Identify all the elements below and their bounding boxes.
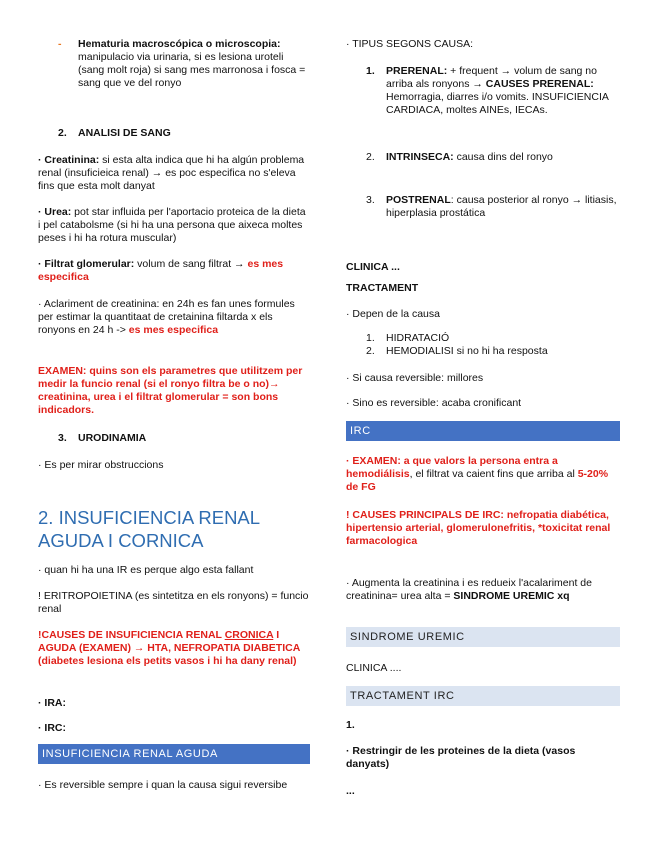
prerenal-text1: + frequent → volum de sang no arriba als ronyons → (386, 65, 597, 90)
examen-note: EXAMEN: quins son els parametres que utilitzem per medir la funcio renal (si el ronyo filtra be o no)→ creatinina, urea i el filtrat glomerular = son bons indicadors. (38, 365, 303, 416)
quan-text: · quan hi ha una IR es perque algo esta fallant (38, 564, 254, 576)
one-label (346, 719, 620, 732)
prerenal-causes-label: CAUSES PRERENAL: (485, 78, 594, 90)
list-item (346, 345, 620, 358)
creatinina-label: · Creatinina: (38, 154, 100, 166)
filtrat-red: es mes especifica (38, 258, 284, 283)
postrenal-text: : causa posterior al ronyo → litiasis, hiperplasia prostática (386, 194, 617, 219)
examen-irc-red2: 5-20% de FG (346, 468, 609, 493)
hematuria-text: manipulacio via urinaria, si es lesiona uroteli (sang molt roja) si sang mes marronosa i fosca = sang que ve del ronyo (78, 51, 306, 89)
creatinina-text: si esta alta indica que hi ha algún problema renal (insuficieica renal) → es poc especifica no s'eleva fins que esta molt danyat (38, 154, 305, 192)
list-item-text: HEMODIALISI si no hi ha resposta (386, 345, 548, 357)
filtrat-label: · Filtrat glomerular: (38, 258, 135, 270)
causes-irc: ! CAUSES PRINCIPALS DE IRC: nefropatia diabética, hipertensio arterial, glomerulonefritis, *toxicitat renal farmacologica (346, 509, 611, 547)
aclariment-text: · Aclariment de creatinina: en 24h es fan unes formules per estimar la quantitaat de cretainina filtarda x els ronyons en 24 h -> (38, 298, 295, 336)
treatment-list (346, 332, 620, 358)
tipus-text: · TIPUS SEGONS CAUSA: (346, 38, 473, 50)
tractament-text: TRACTAMENT (346, 282, 419, 294)
hematuria-title: Hematuria macroscópica o microscopia: (78, 38, 281, 50)
filtrat-text: volum de sang filtrat → (134, 258, 248, 270)
sino-reversible-text: · Sino es reversible: acaba cronificant (346, 397, 522, 409)
postrenal-num: 3. (366, 194, 375, 206)
aclariment-red: es mes especifica (128, 324, 219, 336)
intrinseca-text: causa dins del ronyo (453, 151, 553, 163)
list-item-num: 1. (366, 332, 375, 344)
tractament-irc-bar: TRACTAMENT IRC (346, 686, 620, 706)
restringir-paragraph (346, 745, 620, 771)
examen-irc-text: , el filtrat va caient fins que arriba al (409, 468, 578, 480)
prerenal-title: PRERENAL: (386, 65, 448, 77)
ira-text: · IRA: (38, 697, 66, 709)
irc-label (38, 722, 310, 735)
causes-underlined: CRONICA (224, 629, 274, 641)
ira-label (38, 697, 310, 710)
causes-note (38, 629, 310, 668)
augmenta-text: · Augmenta la creatinina i es redueix l'acalariment de creatinina= urea alta = (346, 577, 592, 602)
section-heading: 2. INSUFICIENCIA RENAL AGUDA I CORNICA (38, 507, 260, 551)
one-text: 1. (346, 719, 355, 731)
reversible-text: · Es reversible sempre i quan la causa sigui reversibe (38, 779, 288, 791)
postrenal-item (346, 194, 620, 220)
intrinseca-num: 2. (366, 151, 375, 163)
examen-irc (346, 455, 620, 494)
clinica2-text: CLINICA .... (346, 662, 402, 674)
eritro-text: ! ERITROPOIETINA (es sintetitza en els ronyons) = funcio renal (38, 590, 309, 615)
dots-text: ... (346, 785, 355, 797)
causes-part-a: !CAUSES DE INSUFICIENCIA RENAL (38, 629, 225, 641)
filtrat-paragraph (38, 258, 310, 284)
hematuria-item (38, 38, 310, 90)
clinica-label (346, 261, 620, 274)
prerenal-text2: Hemorragia, diarres i/o vomits. INSUFICIENCIA CARDIACA, moltes AINEs, IECAs. (386, 91, 609, 116)
dash-bullet: - (58, 38, 62, 50)
irc-bar: IRC (346, 421, 620, 441)
restringir-text: · Restringir de les proteines de la dieta (vasos danyats) (346, 745, 576, 770)
creatinina-paragraph (38, 154, 310, 193)
urea-label: · Urea: (38, 206, 72, 218)
list-item-text: HIDRATACIÓ (386, 332, 450, 344)
augmenta-bold: SINDROME UREMIC xq (453, 590, 570, 602)
postrenal-title: POSTRENAL (386, 194, 451, 206)
prerenal-num: 1. (366, 65, 375, 77)
clinica-text: CLINICA ... (346, 261, 400, 273)
tractament-label (346, 282, 620, 295)
list-item-num: 2. (366, 345, 375, 357)
prerenal-item (346, 65, 620, 117)
augmenta-paragraph (346, 577, 620, 603)
causes-part-b: I AGUDA (EXAMEN) → HTA, NEFROPATIA DIABETICA (diabetes lesiona els petits vasos i hi ha dany renal) (38, 629, 300, 667)
intrinseca-title: INTRINSECA: (386, 151, 454, 163)
urea-paragraph (38, 206, 310, 245)
intrinseca-item (346, 151, 620, 164)
dots-label (346, 785, 620, 798)
list-item (346, 332, 620, 345)
obstruccions-text: · Es per mirar obstruccions (38, 459, 164, 471)
irc-text: · IRC: (38, 722, 66, 734)
analisi-title: ANALISI DE SANG (78, 127, 171, 139)
urea-text: pot star influida per l'aportacio proteica de la dieta i pel catabolsme (si hi ha una persona que aixeca moltes peses i hi ha rotura muscular) (38, 206, 306, 244)
urodinamia-num: 3. (58, 432, 67, 444)
aclariment-paragraph (38, 298, 310, 337)
aguda-bar: INSUFICIENCIA RENAL AGUDA (38, 744, 310, 764)
analisi-num: 2. (58, 127, 67, 139)
depen-text: · Depen de la causa (346, 308, 440, 320)
urodinamia-title: URODINAMIA (78, 432, 147, 444)
sindrome-bar: SINDROME UREMIC (346, 627, 620, 647)
examen-irc-red: · EXAMEN: a que valors la persona entra a hemodiálisis (346, 455, 558, 480)
si-reversible-text: · Si causa reversible: millores (346, 372, 484, 384)
